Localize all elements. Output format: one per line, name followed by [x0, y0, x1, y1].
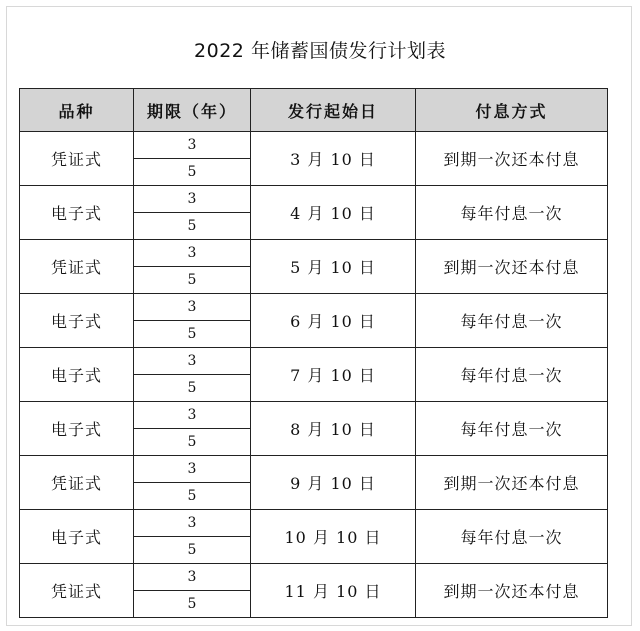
- term-cell: 3: [134, 348, 251, 375]
- term-cell: 5: [134, 429, 251, 456]
- interest-method-cell: 到期一次还本付息: [416, 456, 608, 510]
- term-cell: 5: [134, 213, 251, 240]
- bond-type-cell: 电子式: [20, 348, 134, 402]
- interest-method-cell: 到期一次还本付息: [416, 564, 608, 618]
- term-cell: 3: [134, 456, 251, 483]
- header-interest-method: 付息方式: [416, 89, 608, 132]
- term-cell: 5: [134, 159, 251, 186]
- term-cell: 3: [134, 132, 251, 159]
- term-cell: 3: [134, 564, 251, 591]
- bond-type-cell: 凭证式: [20, 132, 134, 186]
- start-date-cell: 8 月 10 日: [251, 402, 416, 456]
- term-cell: 5: [134, 537, 251, 564]
- interest-method-cell: 每年付息一次: [416, 294, 608, 348]
- start-date-cell: 7 月 10 日: [251, 348, 416, 402]
- bond-schedule-table: [19, 88, 608, 618]
- interest-method-cell: 每年付息一次: [416, 348, 608, 402]
- interest-method-cell: 到期一次还本付息: [416, 132, 608, 186]
- start-date-cell: 4 月 10 日: [251, 186, 416, 240]
- term-cell: 5: [134, 321, 251, 348]
- term-cell: 3: [134, 186, 251, 213]
- start-date-cell: 11 月 10 日: [251, 564, 416, 618]
- table-row: [20, 132, 608, 159]
- table-row: [20, 240, 608, 267]
- start-date-cell: 10 月 10 日: [251, 510, 416, 564]
- bond-type-cell: 凭证式: [20, 564, 134, 618]
- term-cell: 5: [134, 591, 251, 618]
- start-date-cell: 6 月 10 日: [251, 294, 416, 348]
- header-type: 品种: [20, 89, 134, 132]
- bond-type-cell: 电子式: [20, 402, 134, 456]
- bond-type-cell: 电子式: [20, 510, 134, 564]
- interest-method-cell: 每年付息一次: [416, 510, 608, 564]
- bond-type-cell: 凭证式: [20, 240, 134, 294]
- start-date-cell: 3 月 10 日: [251, 132, 416, 186]
- term-cell: 5: [134, 375, 251, 402]
- term-cell: 3: [134, 510, 251, 537]
- term-cell: 3: [134, 402, 251, 429]
- term-cell: 3: [134, 240, 251, 267]
- term-cell: 5: [134, 483, 251, 510]
- table-row: [20, 348, 608, 375]
- header-term: 期限（年）: [134, 89, 251, 132]
- interest-method-cell: 到期一次还本付息: [416, 240, 608, 294]
- table-row: [20, 564, 608, 591]
- table-row: [20, 186, 608, 213]
- interest-method-cell: 每年付息一次: [416, 402, 608, 456]
- bond-type-cell: 电子式: [20, 294, 134, 348]
- term-cell: 5: [134, 267, 251, 294]
- bond-type-cell: 凭证式: [20, 456, 134, 510]
- table-row: [20, 510, 608, 537]
- interest-method-cell: 每年付息一次: [416, 186, 608, 240]
- table-row: [20, 294, 608, 321]
- start-date-cell: 5 月 10 日: [251, 240, 416, 294]
- table-header-row: [20, 89, 608, 132]
- table-row: [20, 456, 608, 483]
- bond-type-cell: 电子式: [20, 186, 134, 240]
- page-title: 2022 年储蓄国债发行计划表: [194, 40, 446, 62]
- header-start-date: 发行起始日: [251, 89, 416, 132]
- term-cell: 3: [134, 294, 251, 321]
- table-row: [20, 402, 608, 429]
- start-date-cell: 9 月 10 日: [251, 456, 416, 510]
